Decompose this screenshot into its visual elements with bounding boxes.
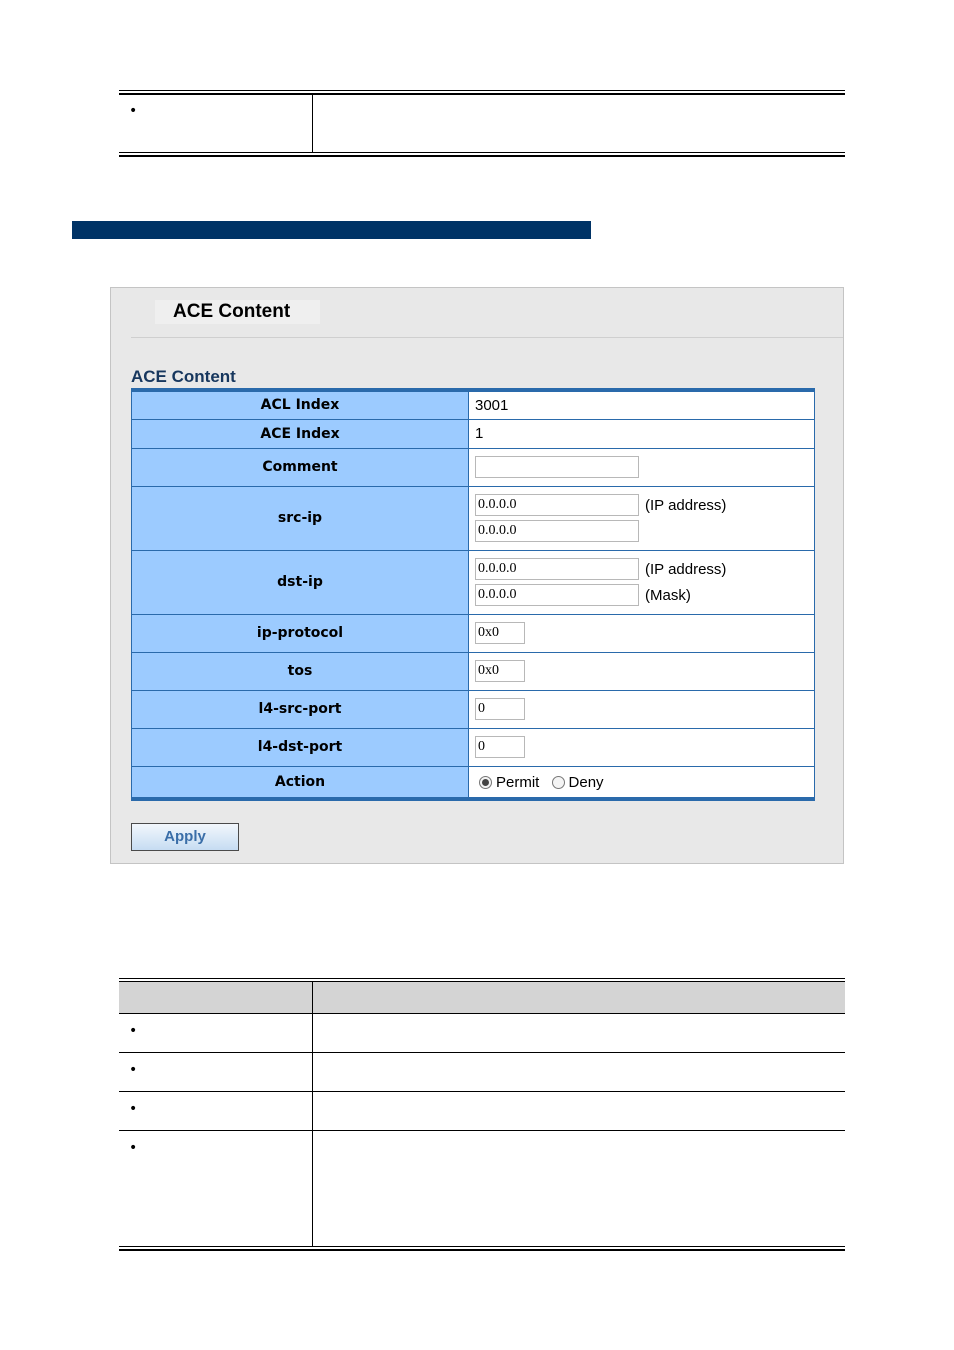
- l4-src-port-label: l4-src-port: [132, 690, 469, 728]
- src-ip-mask-input[interactable]: 0.0.0.0: [475, 520, 639, 542]
- l4-dst-port-label: l4-dst-port: [132, 728, 469, 766]
- ip-protocol-input[interactable]: 0x0: [475, 622, 525, 644]
- acl-index-label: ACL Index: [132, 390, 469, 419]
- ace-content-panel: [110, 287, 844, 864]
- table-row: [119, 1052, 845, 1091]
- top-description-table: [119, 94, 845, 152]
- table-row: [132, 652, 815, 690]
- ace-content-table: [131, 388, 815, 801]
- bullet: •: [129, 1061, 138, 1078]
- table-row: [119, 1130, 845, 1246]
- section-heading: ACE Content: [131, 367, 236, 386]
- tos-input[interactable]: 0x0: [475, 660, 525, 682]
- table-row: [132, 614, 815, 652]
- dst-ip-address-input[interactable]: 0.0.0.0: [475, 558, 639, 580]
- deny-radio[interactable]: [552, 776, 565, 789]
- src-ip-address-hint: (IP address): [645, 496, 727, 514]
- dst-ip-mask-hint: (Mask): [645, 586, 691, 604]
- bullet: •: [129, 1139, 138, 1156]
- dst-ip-address-hint: (IP address): [645, 560, 727, 578]
- table-row: [132, 690, 815, 728]
- table-row: [132, 766, 815, 799]
- dst-ip-mask-input[interactable]: 0.0.0.0: [475, 584, 639, 606]
- ip-protocol-label: ip-protocol: [132, 614, 469, 652]
- ace-index-label: ACE Index: [132, 419, 469, 448]
- table-row: [132, 448, 815, 486]
- page-title: ACE Content: [155, 300, 320, 324]
- comment-label: Comment: [132, 448, 469, 486]
- bullet: •: [129, 1022, 138, 1039]
- permit-radio[interactable]: [479, 776, 492, 789]
- apply-button[interactable]: Apply: [131, 823, 239, 851]
- section-bar: [72, 221, 591, 239]
- top-table-bottom-rule: [119, 152, 845, 157]
- comment-input[interactable]: [475, 456, 639, 478]
- bullet: •: [129, 1100, 138, 1117]
- dst-ip-label: dst-ip: [132, 550, 469, 614]
- table-row: [132, 728, 815, 766]
- acl-index-value: 3001: [469, 390, 815, 419]
- l4-dst-port-input[interactable]: 0: [475, 736, 525, 758]
- action-label: Action: [132, 766, 469, 799]
- src-ip-address-input[interactable]: 0.0.0.0: [475, 494, 639, 516]
- permit-radio-label: Permit: [496, 773, 540, 791]
- table-row: [119, 1091, 845, 1130]
- table-row: [132, 550, 815, 614]
- table-header-row: [119, 982, 845, 1013]
- divider: [131, 337, 843, 338]
- table-row: [119, 1013, 845, 1052]
- bullet: •: [129, 103, 138, 119]
- tos-label: tos: [132, 652, 469, 690]
- table-row: [132, 486, 815, 550]
- table-row: [132, 419, 815, 448]
- table-row: [119, 94, 845, 152]
- l4-src-port-input[interactable]: 0: [475, 698, 525, 720]
- ace-index-value: 1: [469, 419, 815, 448]
- src-ip-label: src-ip: [132, 486, 469, 550]
- bottom-description-table: [119, 982, 845, 1246]
- bottom-table-bottom-rule: [119, 1246, 845, 1251]
- deny-radio-label: Deny: [568, 773, 604, 791]
- table-row: [132, 390, 815, 419]
